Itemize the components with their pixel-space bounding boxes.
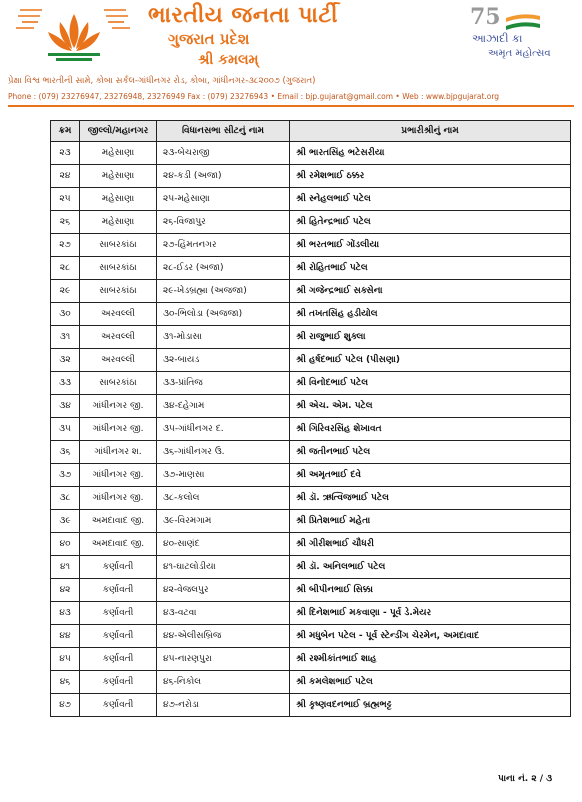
incharge-cell: શ્રી દિનેશભાઈ મકવાણા - પૂર્વ ડે.મેયર — [290, 602, 571, 625]
serial-cell: ૨૫ — [51, 188, 80, 211]
table-row — [51, 326, 571, 349]
seat-cell: ૪૪-એલીસબ્રિજ — [157, 625, 290, 648]
seat-cell: ૪૭-નરોડા — [157, 694, 290, 717]
table-body — [51, 142, 571, 717]
incharge-cell: શ્રી રાજુભાઈ શુક્લા — [290, 326, 571, 349]
district-cell: કર્ણાવતી — [80, 671, 157, 694]
serial-cell: ૪૨ — [51, 579, 80, 602]
incharge-cell: શ્રી જતીનભાઈ પટેલ — [290, 441, 571, 464]
table-row — [51, 602, 571, 625]
district-cell: કર્ણાવતી — [80, 694, 157, 717]
seat-cell: ૩૨-બાયડ — [157, 349, 290, 372]
district-cell: મહેસાણા — [80, 142, 157, 165]
incharge-cell: શ્રી ડૉ. ઋત્વિજભાઈ પટેલ — [290, 487, 571, 510]
incharge-cell: શ્રી ભરતભાઈ ગોંડલીયા — [290, 234, 571, 257]
amrit-mahotsav-logo — [470, 6, 574, 66]
serial-cell: ૨૯ — [51, 280, 80, 303]
table-row — [51, 165, 571, 188]
incharge-cell: શ્રી ગજેન્દ્રભાઈ સક્સેના — [290, 280, 571, 303]
incharge-cell: શ્રી કમલેશભાઈ પટેલ — [290, 671, 571, 694]
seat-cell: ૩૦-ભિલોડા (અજજા) — [157, 303, 290, 326]
serial-cell: ૪૬ — [51, 671, 80, 694]
incharge-cell: શ્રી વિનોદભાઈ પટેલ — [290, 372, 571, 395]
table-row — [51, 234, 571, 257]
amrit-line-2: અમૃત મહોત્સવ — [488, 48, 551, 59]
amrit-number: 75 — [470, 4, 501, 30]
district-cell: અરવલ્લી — [80, 349, 157, 372]
incharge-cell: શ્રી ભારતસિંહ ભટેસરીયા — [290, 142, 571, 165]
serial-cell: ૨૪ — [51, 165, 80, 188]
serial-cell: ૩૦ — [51, 303, 80, 326]
header-divider — [8, 105, 574, 107]
serial-cell: ૨૮ — [51, 257, 80, 280]
district-cell: ગાંધીનગર જી. — [80, 418, 157, 441]
table-row — [51, 280, 571, 303]
seat-cell: ૨૫-મહેસાણા — [157, 188, 290, 211]
district-cell: અરવલ્લી — [80, 303, 157, 326]
serial-cell: ૩૪ — [51, 395, 80, 418]
incharge-cell: શ્રી હર્ષદભાઈ પટેલ (પીસણા) — [290, 349, 571, 372]
incharge-cell: શ્રી હિતેન્દ્રભાઈ પટેલ — [290, 211, 571, 234]
table-row — [51, 533, 571, 556]
serial-cell: ૩૭ — [51, 464, 80, 487]
seat-cell: ૩૫-ગાંધીનગર દ. — [157, 418, 290, 441]
incharge-cell: શ્રી પ્રિતેશભાઈ મહેતા — [290, 510, 571, 533]
serial-cell: ૩૩ — [51, 372, 80, 395]
incharge-cell: શ્રી રમેશભાઈ ઠક્કર — [290, 165, 571, 188]
bjp-lotus-logo-icon — [12, 4, 130, 66]
incharge-cell: શ્રી અમૃતભાઈ દવે — [290, 464, 571, 487]
table-row — [51, 441, 571, 464]
serial-cell: ૩૯ — [51, 510, 80, 533]
serial-cell: ૩૧ — [51, 326, 80, 349]
office-name: શ્રી કમલમ્ — [198, 52, 259, 68]
incharge-cell: શ્રી બીપીનભાઈ સિક્કા — [290, 579, 571, 602]
serial-cell: ૪૦ — [51, 533, 80, 556]
district-cell: મહેસાણા — [80, 211, 157, 234]
table-row — [51, 395, 571, 418]
district-cell: મહેસાણા — [80, 188, 157, 211]
serial-cell: ૩૮ — [51, 487, 80, 510]
serial-cell: ૨૩ — [51, 142, 80, 165]
seat-cell: ૩૧-મોડાસા — [157, 326, 290, 349]
indian-flag-icon — [506, 12, 540, 32]
header-district: જીલ્લો/મહાનગર — [80, 121, 157, 142]
seat-cell: ૪૫-નારણપુરા — [157, 648, 290, 671]
district-cell: સાબરકાંઠા — [80, 257, 157, 280]
table-row — [51, 303, 571, 326]
serial-cell: ૩૨ — [51, 349, 80, 372]
seat-cell: ૩૪-દહેગામ — [157, 395, 290, 418]
seat-cell: ૪૨-વેજલપુર — [157, 579, 290, 602]
seat-cell: ૪૩-વટવા — [157, 602, 290, 625]
table-row — [51, 211, 571, 234]
seat-cell: ૨૩-બેચરાજી — [157, 142, 290, 165]
table-row — [51, 464, 571, 487]
district-cell: અમદાવાદ જી. — [80, 510, 157, 533]
seat-cell: ૪૧-ઘાટલોડીયા — [157, 556, 290, 579]
seat-cell: ૨૪-કડી (અજા) — [157, 165, 290, 188]
table-row — [51, 487, 571, 510]
table-header-row — [51, 121, 571, 142]
page-number: પાના નં. ૨ / ૩ — [498, 774, 553, 784]
district-cell: કર્ણાવતી — [80, 625, 157, 648]
incharge-cell: શ્રી સ્નેહલભાઈ પટેલ — [290, 188, 571, 211]
amrit-line-1: આઝાદી કા — [472, 32, 523, 45]
district-cell: અરવલ્લી — [80, 326, 157, 349]
table-row — [51, 349, 571, 372]
state-name: ગુજરાત પ્રદેશ — [168, 30, 250, 48]
table-row — [51, 418, 571, 441]
header-seat: વિધાનસભા સીટનું નામ — [157, 121, 290, 142]
serial-cell: ૪૧ — [51, 556, 80, 579]
table-row — [51, 188, 571, 211]
district-cell: ગાંધીનગર જી. — [80, 464, 157, 487]
seat-cell: ૩૭-માણસા — [157, 464, 290, 487]
serial-cell: ૨૭ — [51, 234, 80, 257]
party-name: ભારતીય જનતા પાર્ટી — [148, 2, 339, 28]
table-row — [51, 142, 571, 165]
district-cell: ગાંધીનગર શ. — [80, 441, 157, 464]
serial-cell: ૨૬ — [51, 211, 80, 234]
letterhead — [0, 0, 582, 110]
table-row — [51, 694, 571, 717]
incharge-table — [50, 120, 571, 717]
serial-cell: ૪૪ — [51, 625, 80, 648]
table-row — [51, 625, 571, 648]
incharge-cell: શ્રી ગીરીશભાઈ ચૌધરી — [290, 533, 571, 556]
seat-cell: ૪૦-સાણંદ — [157, 533, 290, 556]
seat-cell: ૩૬-ગાંધીનગર ઉ. — [157, 441, 290, 464]
serial-cell: ૪૭ — [51, 694, 80, 717]
district-cell: કર્ણાવતી — [80, 556, 157, 579]
table-row — [51, 257, 571, 280]
district-cell: કર્ણાવતી — [80, 648, 157, 671]
office-address: પ્રેક્ષા વિશ્વ ભારતીની સામે, કોબા સર્કલ-ગાંધીનગર રોડ, કોબા, ગાંધીનગર-૩૮૨૦૦૭ (ગુજરાત) — [8, 76, 316, 86]
table-row — [51, 648, 571, 671]
seat-cell: ૪૬-નિકોલ — [157, 671, 290, 694]
incharge-cell: શ્રી ડૉ. અનિલભાઈ પટેલ — [290, 556, 571, 579]
incharge-cell: શ્રી મધુબેન પટેલ - પૂર્વ સ્ટેન્ડીંગ ચેરમેન, અમદાવાદ — [290, 625, 571, 648]
seat-cell: ૨૭-હિંમતનગર — [157, 234, 290, 257]
incharge-cell: શ્રી રશ્મીકાંતભાઈ શાહ — [290, 648, 571, 671]
table-row — [51, 372, 571, 395]
contact-details: Phone : (079) 23276947, 23276948, 23276949 Fax : (079) 23276943 • Email : bjp.gujarat@gmail.com • Web : www.bjpgujarat.org — [8, 92, 500, 101]
district-cell: કર્ણાવતી — [80, 602, 157, 625]
seat-cell: ૩૯-વિરમગામ — [157, 510, 290, 533]
seat-cell: ૩૮-કલોલ — [157, 487, 290, 510]
table-row — [51, 579, 571, 602]
district-cell: કર્ણાવતી — [80, 579, 157, 602]
incharge-cell: શ્રી તખતસિંહ હડીયોલ — [290, 303, 571, 326]
seat-cell: ૨૯-ખેડબ્રહ્મા (અજજા) — [157, 280, 290, 303]
seat-cell: ૨૬-વિજાપુર — [157, 211, 290, 234]
incharge-cell: શ્રી એચ. એમ. પટેલ — [290, 395, 571, 418]
district-cell: ગાંધીનગર જી. — [80, 395, 157, 418]
district-cell: ગાંધીનગર જી. — [80, 487, 157, 510]
serial-cell: ૩૫ — [51, 418, 80, 441]
seat-cell: ૩૩-પ્રાંતિજ — [157, 372, 290, 395]
district-cell: સાબરકાંઠા — [80, 234, 157, 257]
seat-cell: ૨૮-ઈડર (અજા) — [157, 257, 290, 280]
table-row — [51, 510, 571, 533]
table-row — [51, 556, 571, 579]
header-incharge: પ્રભારીશ્રીનું નામ — [290, 121, 571, 142]
incharge-cell: શ્રી કૃષ્ણવદનભાઈ બ્રહ્મભટ્ટ — [290, 694, 571, 717]
district-cell: સાબરકાંઠા — [80, 280, 157, 303]
incharge-cell: શ્રી ગિરિવરસિંહ શેખાવત — [290, 418, 571, 441]
district-cell: મહેસાણા — [80, 165, 157, 188]
incharge-cell: શ્રી રોહિતભાઈ પટેલ — [290, 257, 571, 280]
district-cell: સાબરકાંઠા — [80, 372, 157, 395]
serial-cell: ૩૬ — [51, 441, 80, 464]
serial-cell: ૪૩ — [51, 602, 80, 625]
district-cell: અમદાવાદ જી. — [80, 533, 157, 556]
table-row — [51, 671, 571, 694]
serial-cell: ૪૫ — [51, 648, 80, 671]
header-serial: ક્રમ — [51, 121, 80, 142]
